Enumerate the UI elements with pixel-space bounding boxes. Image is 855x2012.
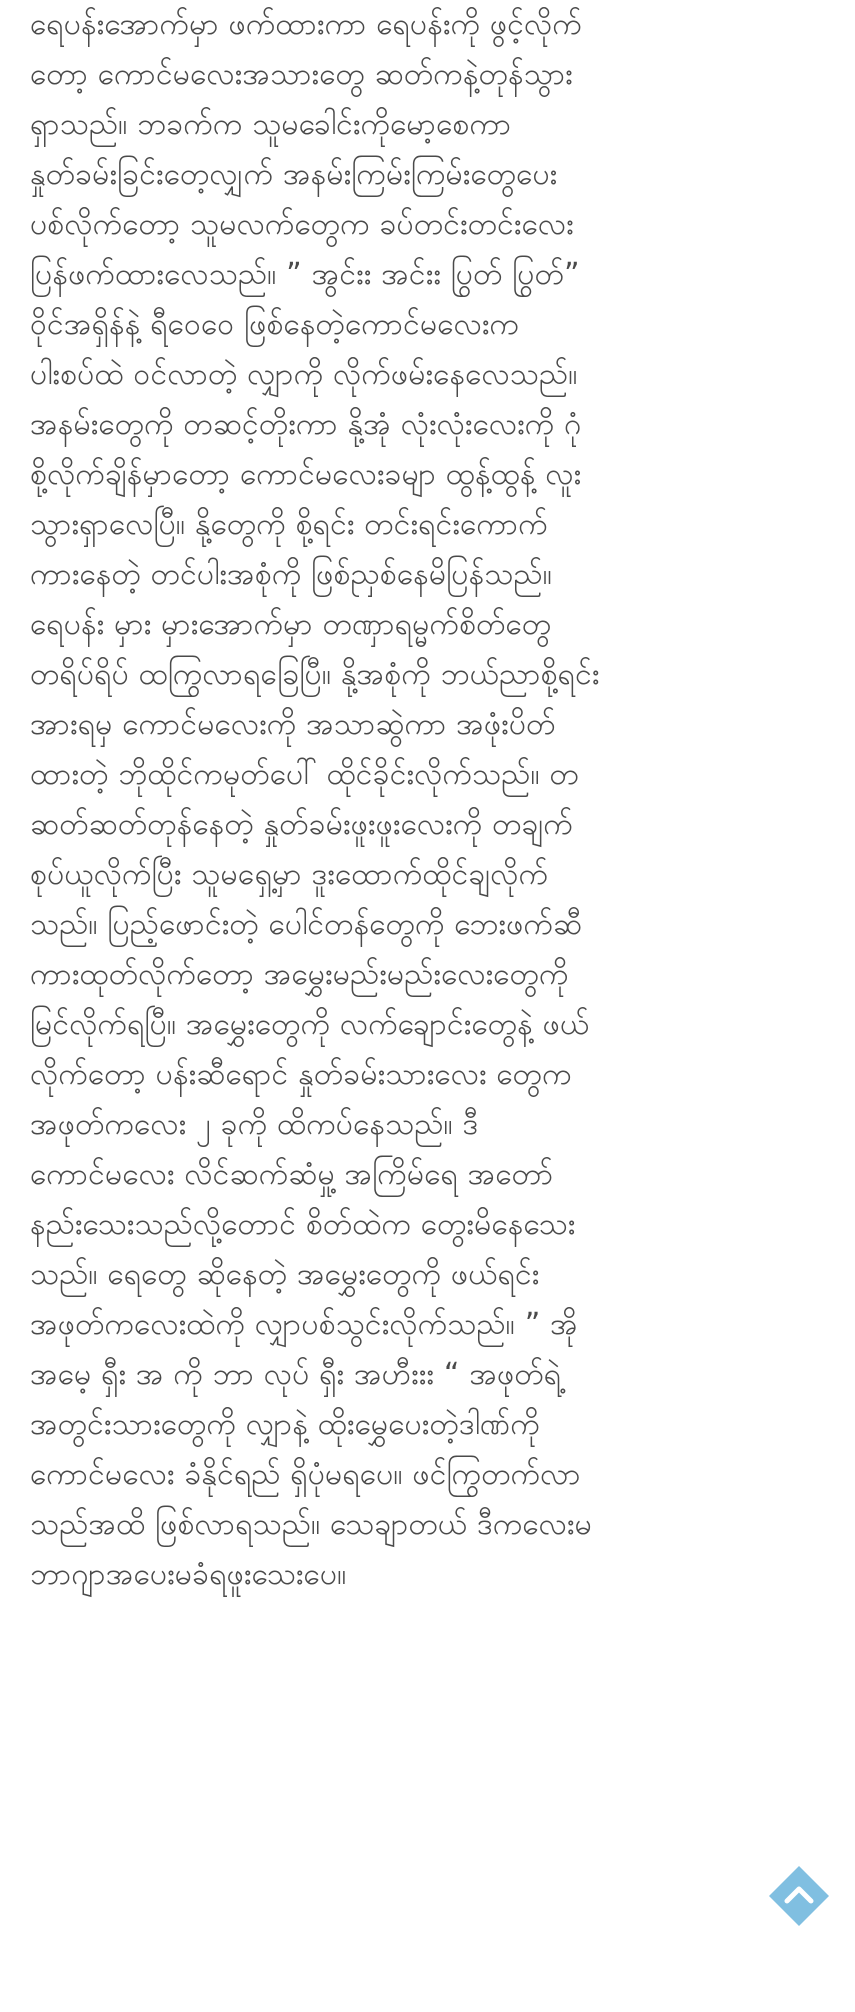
text-line: အားရမှ ကောင်မလေးကို အသာဆွဲကာ အဖုံးပိတ် [30,707,556,742]
text-line: အတွင်းသားတွေကို လျှာနဲ့ ထိုးမွှေပေးတဲ့ဒါဏ်ကို [30,1407,540,1442]
text-line: သွားရှာလေပြီ။ နို့တွေကို စို့ရင်း တင်းရင်းကောက် [30,507,548,542]
text-line: ပစ်လိုက်တော့ သူမလက်တွေက ခပ်တင်းတင်းလေး [30,207,574,242]
text-line: ရေပန်းအောက်မှာ ဖက်ထားကာ ရေပန်းကို ဖွင့်လိုက် [30,7,582,42]
document-body [30,0,830,1600]
text-line: အနမ်းတွေကို တဆင့်တိုးကာ နို့အုံ လုံးလုံးလေးကို ဂုံ [30,407,582,442]
text-line: တော့ ကောင်မလေးအသားတွေ ဆတ်ကနဲ့တုန်သွား [30,57,573,92]
text-line: ဝိုင်အရှိန်နဲ့ ရီဝေဝေ ဖြစ်နေတဲ့ကောင်မလေးက [30,307,520,342]
text-line: စို့လိုက်ချိန်မှာတော့ ကောင်မလေးခမျာ ထွန့်ထွန့် လူး [30,457,582,492]
text-line: လိုက်တော့ ပန်းဆီရောင် နှုတ်ခမ်းသားလေး တွေက [30,1057,572,1092]
text-line: နှုတ်ခမ်းခြင်းတေ့လျှက် အနမ်းကြမ်းကြမ်းတွေပေး [30,157,558,192]
text-line: ဘာဂျာအပေးမခံရဖူးသေးပေ။ [30,1557,347,1592]
text-line: ရေပန်း မှား မှားအောက်မှာ တဏှာရမ္မက်စိတ်တွေ [30,607,552,642]
text-line: မြင်လိုက်ရပြီ။ အမွှေးတွေကို လက်ချောင်းတွေနဲ့ ဖယ် [30,1007,590,1042]
text-line: ရှာသည်။ ဘခက်က သူမခေါင်းကိုမော့စေကာ [30,107,512,142]
text-line: တရိပ်ရိပ် ထကြွလာရခြေပြီ။ နို့အစုံကို ဘယ်ညာစို့ရင်း [30,657,600,692]
text-line: အမေ့ ရှီး အ ကို ဘာ လုပ် ရှီး အဟီးးး “ အဖုတ်ရဲ့ [30,1357,562,1392]
scroll-to-top-button[interactable] [767,1864,831,1928]
text-line: စုပ်ယူလိုက်ပြီး သူမရှေ့မှာ ဒူးထောက်ထိုင်ချလိုက် [30,857,549,892]
text-line: သည်။ ရေတွေ ဆိုနေတဲ့ အမွှေးတွေကို ဖယ်ရင်း [30,1257,540,1292]
text-line: နည်းသေးသည်လို့တောင် စိတ်ထဲက တွေးမိနေသေး [30,1207,576,1242]
text-line: ပါးစပ်ထဲ ဝင်လာတဲ့ လျှာကို လိုက်ဖမ်းနေလေသည်။ [30,357,578,392]
text-line: ပြန်ဖက်ထားလေသည်။ ” အွင်းး အင်းး ပြွတ် ပြွတ်” [30,257,580,292]
text-line: အဖုတ်ကလေးထဲကို လျှာပစ်သွင်းလိုက်သည်။ ” အို [30,1307,578,1342]
text-line: အဖုတ်ကလေး ၂ ခုကို ထိကပ်နေသည်။ ဒီ [30,1107,479,1142]
text-line: ထားတဲ့ ဘိုထိုင်ကမုတ်ပေါ် ထိုင်ခိုင်းလိုက်သည်။ တ [30,757,579,792]
chevron-up-diamond-icon [767,1864,831,1928]
text-line: ကားနေတဲ့ တင်ပါးအစုံကို ဖြစ်ညှစ်နေမိပြန်သည်။ [30,557,552,592]
text-line: သည်။ ပြည့်ဖောင်းတဲ့ ပေါင်တန်တွေကို ဘေးဖက်ဆီ [30,907,583,942]
text-line: ဆတ်ဆတ်တုန်နေတဲ့ နှုတ်ခမ်းဖူးဖူးလေးကို တချက် [30,807,573,842]
text-line: ကောင်မလေး လိင်ဆက်ဆံမှု့ အကြိမ်ရေ အတော် [30,1157,554,1192]
text-line: သည်အထိ ဖြစ်လာရသည်။ သေချာတယ် ဒီကလေးမ [30,1507,592,1542]
text-line: ကောင်မလေး ခံနိုင်ရည် ရှိပုံမရပေ။ ဖင်ကြွတက်လာ [30,1457,581,1492]
text-line: ကားထုတ်လိုက်တော့ အမွှေးမည်းမည်းလေးတွေကို [30,957,569,992]
